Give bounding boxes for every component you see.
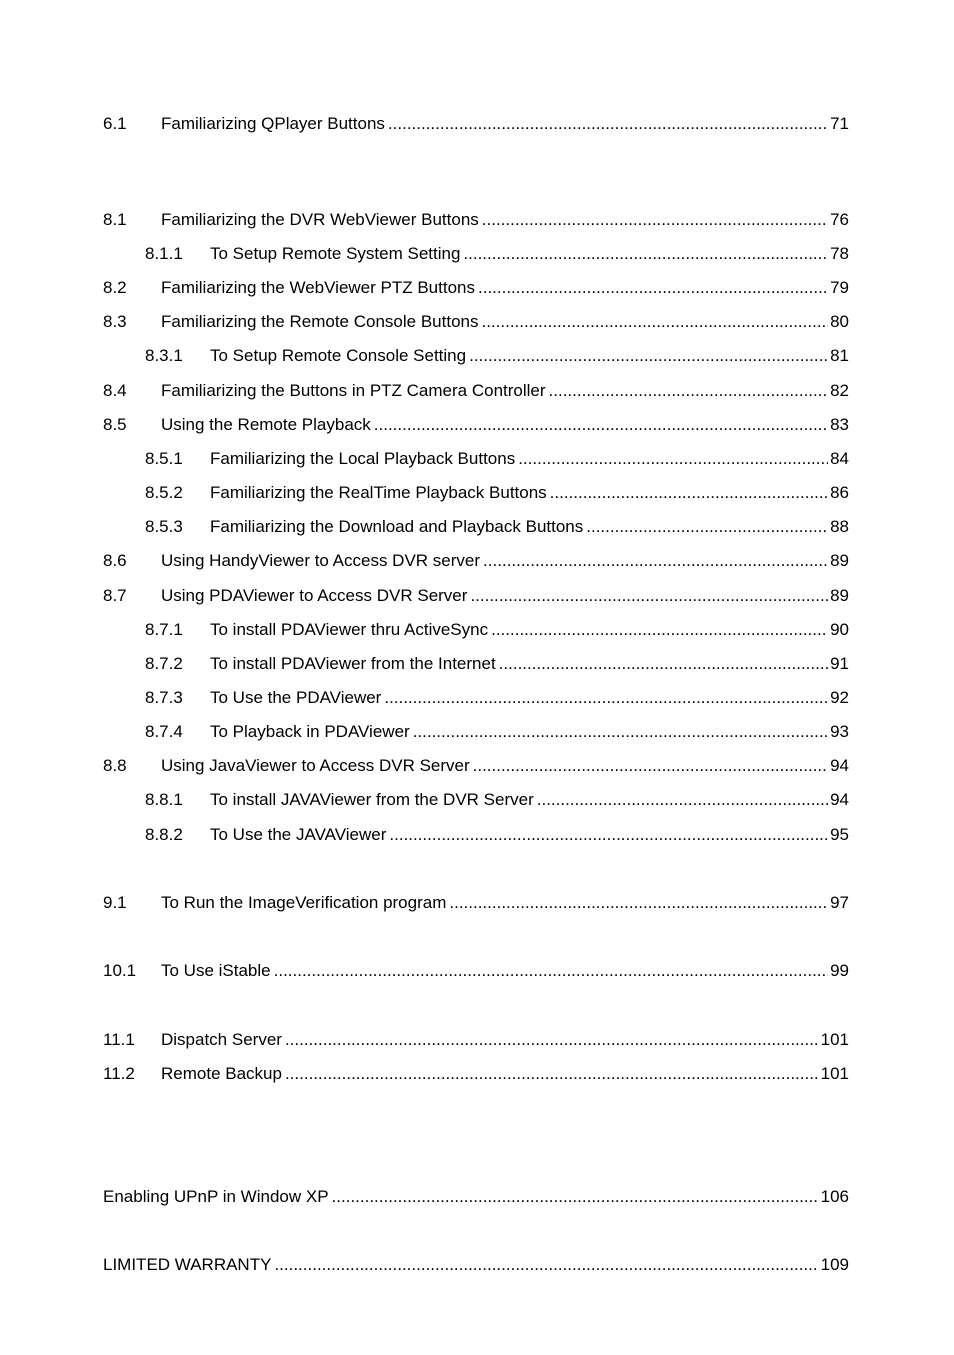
- toc-leader-dots: [473, 754, 828, 778]
- toc-page-number: 76: [830, 210, 849, 229]
- toc-entry-8-7[interactable]: [103, 584, 849, 608]
- toc-leader-dots: [549, 379, 829, 403]
- toc-number: 8.6: [103, 551, 127, 570]
- toc-leader-dots: [274, 1253, 818, 1277]
- toc-leader-dots: [332, 1185, 819, 1209]
- toc-page-number: 88: [830, 517, 849, 536]
- toc-entry-8-8-2[interactable]: [145, 823, 849, 847]
- toc-leader-dots: [413, 720, 828, 744]
- toc-entry-upnp[interactable]: [103, 1185, 849, 1209]
- toc-page-number: 81: [830, 346, 849, 365]
- toc-page-number: 94: [830, 790, 849, 809]
- toc-page-number: 83: [830, 415, 849, 434]
- toc-title: To Playback in PDAViewer: [210, 722, 410, 741]
- toc-title: To install JAVAViewer from the DVR Server: [210, 790, 534, 809]
- toc-leader-dots: [469, 344, 828, 368]
- toc-title: To install PDAViewer from the Internet: [210, 654, 496, 673]
- toc-page-number: 84: [830, 449, 849, 468]
- toc-entry-8-5-1[interactable]: [145, 447, 849, 471]
- toc-entry-8-5-2[interactable]: [145, 481, 849, 505]
- toc-entry-8-6[interactable]: [103, 549, 849, 573]
- toc-number: 8.7.2: [145, 654, 183, 673]
- toc-entry-8-7-3[interactable]: [145, 686, 849, 710]
- toc-title: To install PDAViewer thru ActiveSync: [210, 620, 489, 639]
- toc-title: Dispatch Server: [161, 1030, 282, 1049]
- toc-page-number: 92: [830, 688, 849, 707]
- toc-title: Remote Backup: [161, 1064, 282, 1083]
- toc-number: 10.1: [103, 961, 137, 980]
- toc-title: Familiarizing the Buttons in PTZ Camera Controller: [161, 381, 546, 400]
- toc-title: Familiarizing the Download and Playback Buttons: [210, 517, 584, 536]
- toc-leader-dots: [384, 686, 828, 710]
- toc-title: Using the Remote Playback: [161, 415, 371, 434]
- toc-title: Enabling UPnP in Window XP: [103, 1187, 329, 1206]
- toc-title: Using PDAViewer to Access DVR Server: [161, 586, 468, 605]
- toc-number: 9.1: [103, 893, 127, 912]
- toc-title: To Setup Remote System Setting: [210, 244, 461, 263]
- toc-number: 8.5.3: [145, 517, 183, 536]
- toc-page-number: 71: [830, 114, 849, 133]
- toc-entry-8-8-1[interactable]: [145, 788, 849, 812]
- toc-entry-8-5-3[interactable]: [145, 515, 849, 539]
- toc-number: 8.3: [103, 312, 127, 331]
- toc-entry-8-7-1[interactable]: [145, 618, 849, 642]
- toc-page-number: 101: [820, 1064, 849, 1083]
- toc-page-number: 109: [820, 1255, 849, 1274]
- toc-leader-dots: [388, 112, 828, 136]
- toc-page-number: 80: [830, 312, 849, 331]
- toc-leader-dots: [518, 447, 828, 471]
- toc-number: 8.7.3: [145, 688, 183, 707]
- toc-title: Familiarizing the Local Playback Buttons: [210, 449, 516, 468]
- toc-page-number: 97: [830, 893, 849, 912]
- toc-page-number: 86: [830, 483, 849, 502]
- toc-entry-6-1[interactable]: [103, 112, 849, 136]
- toc-entry-8-3[interactable]: [103, 310, 849, 334]
- toc-title: To Run the ImageVerification program: [161, 893, 447, 912]
- toc-page-number: 106: [820, 1187, 849, 1206]
- toc-number: 6.1: [103, 114, 127, 133]
- toc-title: To Use iStable: [161, 961, 271, 980]
- toc-entry-11-1[interactable]: [103, 1028, 849, 1052]
- toc-page-number: 99: [830, 961, 849, 980]
- toc-number: 8.7.1: [145, 620, 183, 639]
- toc-page-number: 89: [830, 551, 849, 570]
- toc-number: 8.3.1: [145, 346, 183, 365]
- toc-leader-dots: [274, 959, 828, 983]
- toc-page-number: 78: [830, 244, 849, 263]
- toc-title: Familiarizing QPlayer Buttons: [161, 114, 385, 133]
- toc-page-number: 90: [830, 620, 849, 639]
- toc-number: 8.4: [103, 381, 127, 400]
- toc-leader-dots: [285, 1062, 819, 1086]
- toc-page-number: 95: [830, 825, 849, 844]
- toc-page-number: 94: [830, 756, 849, 775]
- toc-number: 8.8.1: [145, 790, 183, 809]
- toc-leader-dots: [550, 481, 828, 505]
- toc-number: 8.8.2: [145, 825, 183, 844]
- toc-leader-dots: [374, 413, 828, 437]
- toc-number: 11.1: [103, 1030, 135, 1049]
- toc-title: Familiarizing the RealTime Playback Buttons: [210, 483, 547, 502]
- toc-number: 8.5.1: [145, 449, 183, 468]
- toc-leader-dots: [482, 208, 828, 232]
- toc-page-number: 89: [830, 586, 849, 605]
- toc-title: To Use the JAVAViewer: [210, 825, 387, 844]
- toc-entry-9-1[interactable]: [103, 891, 849, 915]
- toc-number: 8.1: [103, 210, 127, 229]
- toc-title: To Setup Remote Console Setting: [210, 346, 467, 365]
- toc-title: Familiarizing the Remote Console Buttons: [161, 312, 479, 331]
- toc-entry-8-7-4[interactable]: [145, 720, 849, 744]
- toc-number: 8.8: [103, 756, 127, 775]
- toc-page-number: 82: [830, 381, 849, 400]
- toc-number: 11.2: [103, 1064, 135, 1083]
- toc-leader-dots: [470, 584, 828, 608]
- toc-page-number: 93: [830, 722, 849, 741]
- toc-entry-8-3-1[interactable]: [145, 344, 849, 368]
- toc-leader-dots: [499, 652, 828, 676]
- toc-leader-dots: [483, 549, 828, 573]
- toc-title: Familiarizing the DVR WebViewer Buttons: [161, 210, 479, 229]
- toc-leader-dots: [491, 618, 828, 642]
- toc-number: 8.7.4: [145, 722, 183, 741]
- toc-page-number: 91: [830, 654, 849, 673]
- toc-leader-dots: [478, 276, 828, 300]
- toc-entry-8-5[interactable]: [103, 413, 849, 437]
- toc-title: Using JavaViewer to Access DVR Server: [161, 756, 470, 775]
- toc-title: Familiarizing the WebViewer PTZ Buttons: [161, 278, 475, 297]
- toc-page-number: 101: [820, 1030, 849, 1049]
- toc-entry-8-1-1[interactable]: [145, 242, 849, 266]
- toc-leader-dots: [481, 310, 828, 334]
- toc-number: 8.7: [103, 586, 127, 605]
- toc-entry-8-8[interactable]: [103, 754, 849, 778]
- toc-leader-dots: [463, 242, 828, 266]
- toc-entry-limited-warranty[interactable]: [103, 1253, 849, 1277]
- toc-number: 8.5: [103, 415, 127, 434]
- toc-title: LIMITED WARRANTY: [103, 1255, 272, 1274]
- toc-entry-8-1[interactable]: [103, 208, 849, 232]
- toc-number: 8.5.2: [145, 483, 183, 502]
- toc-entry-8-2[interactable]: [103, 276, 849, 300]
- toc-leader-dots: [285, 1028, 819, 1052]
- toc-leader-dots: [586, 515, 828, 539]
- toc-entry-10-1[interactable]: [103, 959, 849, 983]
- toc-entry-11-2[interactable]: [103, 1062, 849, 1086]
- toc-leader-dots: [537, 788, 828, 812]
- toc-leader-dots: [389, 823, 828, 847]
- toc-page-number: 79: [830, 278, 849, 297]
- toc-title: To Use the PDAViewer: [210, 688, 382, 707]
- toc-leader-dots: [449, 891, 828, 915]
- toc-number: 8.1.1: [145, 244, 183, 263]
- toc-entry-8-4[interactable]: [103, 379, 849, 403]
- toc-entry-8-7-2[interactable]: [145, 652, 849, 676]
- toc-title: Using HandyViewer to Access DVR server: [161, 551, 481, 570]
- toc-number: 8.2: [103, 278, 127, 297]
